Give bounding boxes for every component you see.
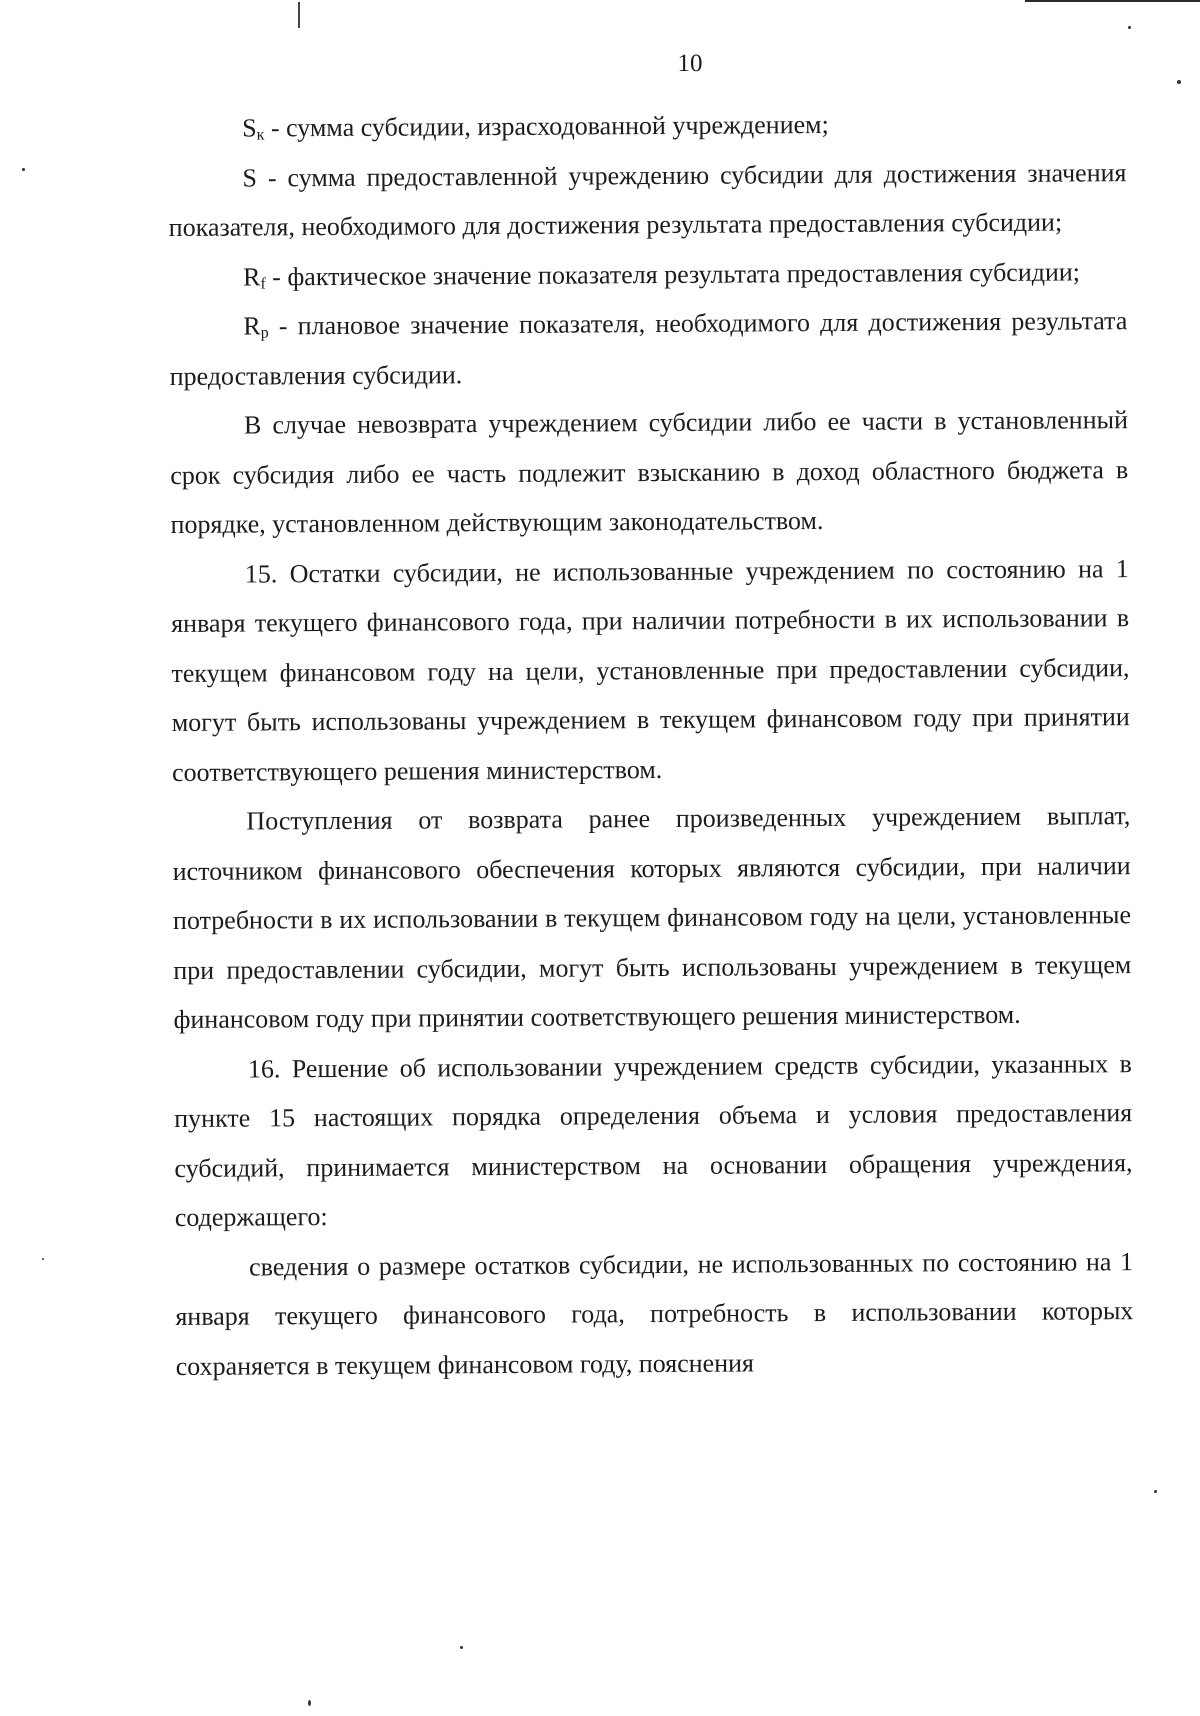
scan-speck (308, 1700, 311, 1706)
symbol-rf (243, 262, 266, 291)
symbol-letter: S (242, 162, 258, 193)
definition-s (168, 148, 1127, 253)
scan-speck (1154, 1490, 1157, 1493)
symbol-sk (242, 113, 264, 142)
definition-text: - сумма предоставленной учреждению субсидии для достижения значения показателя, необходимого для достижения результата предоставления субсидии; (168, 157, 1127, 242)
symbol-rp (243, 311, 269, 340)
definition-text: - сумма субсидии, израсходованной учреждением; (264, 109, 829, 143)
symbol-subscript: f (260, 274, 266, 292)
scan-edge-line (1025, 0, 1200, 2)
symbol-subscript: к (256, 126, 265, 144)
scan-speck (1177, 80, 1181, 84)
paragraph-info: сведения о размере остатков субсидии, не использованных по состоянию на 1 января текущего финансового года, потребность в использовании которых сохраняется в текущем финансовом году, пояснения (175, 1246, 1134, 1381)
document-body (168, 98, 1134, 1391)
definition-rp (169, 296, 1128, 401)
symbol-subscript: p (260, 324, 269, 342)
symbol-s (242, 163, 257, 192)
scan-speck (1128, 26, 1131, 29)
scan-speck (42, 1258, 44, 1260)
scan-speck (22, 168, 25, 171)
definition-text: - фактическое значение показателя результата предоставления субсидии; (265, 256, 1081, 291)
paragraph-nonreturn: В случае невозврата учреждением субсидии либо ее части в установленный срок субсидия либо ее часть подлежит взысканию в доход областного бюджета в порядке, установленном действующим законодательством. (170, 405, 1129, 539)
symbol-letter: R (242, 261, 261, 292)
symbol-letter: R (243, 311, 261, 341)
definition-text: - плановое значение показателя, необходимого для достижения результата предоставления субсидии. (169, 306, 1128, 391)
scan-speck (460, 1646, 463, 1649)
paragraph-15: 15. Остатки субсидии, не использованные учреждением по состоянию на 1 января текущего финансового года, при наличии потребности в их использовании в текущем финансовом году на цели, установленные при предоставлении субсидии, могут быть использованы учреждением в текущем финансовом году при принятии соответствующего решения министерством. (171, 553, 1130, 787)
paragraph-receipts: Поступления от возврата ранее произведенных учреждением выплат, источником финансового обеспечения которых являются субсидии, при наличии потребности в их использовании в текущем финансовом году на цели, установленные при предоставлении субсидии, могут быть использованы учреждением в текущем финансовом году при принятии соответствующего решения министерством. (172, 801, 1132, 1034)
symbol-letter: S (242, 113, 257, 143)
definition-sk (168, 98, 1126, 153)
definition-rf (169, 247, 1127, 302)
paragraph-16: 16. Решение об использовании учреждением средств субсидии, указанных в пункте 15 настоящих порядка определения объема и условия предоставления субсидий, принимается министерством на основании обращения учреждения, содержащего: (174, 1048, 1133, 1232)
scan-mark (298, 2, 300, 28)
page-number: 10 (677, 50, 703, 77)
